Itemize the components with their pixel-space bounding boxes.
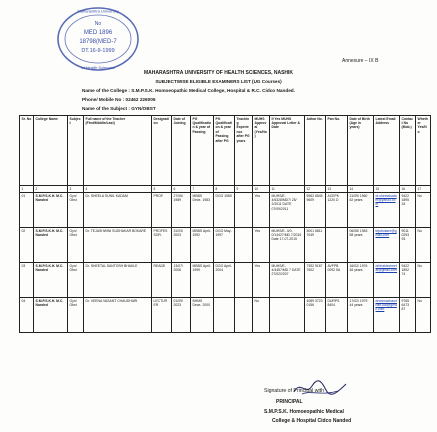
cell-approval: Yes: [253, 193, 270, 228]
column-header: PG Qualification & year of Passing: [191, 116, 214, 186]
cell-letter: [270, 298, 305, 333]
cell-subject: Gyn/ Obst: [68, 263, 84, 298]
column-header: College Name: [34, 116, 68, 186]
cell-designation: LECTUR ER: [152, 298, 172, 333]
cell-pg: MBBS April- 1992: [191, 228, 214, 263]
column-header: Teaching Experience after PG years: [235, 116, 253, 186]
column-header: Sr. No: [20, 116, 34, 186]
cell-whether: No: [416, 228, 431, 263]
column-header: Latest Email Address: [374, 116, 400, 186]
cell-pan: DURPS 8404: [326, 298, 348, 333]
column-number: 9: [235, 186, 253, 193]
cell-exp: [235, 193, 253, 228]
table-row: [20, 298, 431, 333]
cell-dob: 16/02/ 1976 46 years: [348, 263, 374, 298]
cell-designation: READE.: [152, 263, 172, 298]
phone-line: Phone/ Mobile No : 02462 226005: [82, 97, 156, 102]
cell-exp: [235, 298, 253, 333]
column-number-row: [20, 186, 431, 193]
column-number: 11: [270, 186, 305, 193]
cell-approval: Yes: [253, 263, 270, 298]
cell-contact: 9011 0293 93: [400, 228, 416, 263]
list-subtitle: SUBJECTWISE ELIGIBLE EXAMINERS LIST (UG Courses): [155, 79, 282, 84]
cell-pg: MBBS Dece- 1983: [191, 193, 214, 228]
cell-pg2: [214, 298, 235, 333]
subject-line: Name of the Subject : GYN/OBST: [82, 106, 156, 111]
column-number: 5: [152, 186, 172, 193]
cell-dob: 06/08/ 1963 58 years: [348, 228, 374, 263]
column-header: Date of Joining: [172, 116, 191, 186]
email-link[interactable]: dr.sheelakadam@yahoo.com: [375, 193, 397, 207]
university-title: MAHARASHTRA UNIVERSITY OF HEALTH SCIENCES, NASHIK: [143, 70, 294, 76]
column-header: Date of Birth (Age in years): [348, 116, 374, 186]
column-header: Full name of the Teacher (First/Middle/Last): [84, 116, 152, 186]
table-row: [20, 263, 431, 298]
column-header: Designation: [152, 116, 172, 186]
cell-pg2: DGO May- 1997: [214, 228, 235, 263]
principal-stamp-line3: College & Hospital Cidco Nanded: [272, 418, 352, 424]
stamp-line2: MED 1896: [83, 30, 113, 36]
college-name-line: Name of the College : S.M.P.S.K. Homoeopathic Medical College, Hospital & R.C. Cidco Nanded.: [82, 88, 295, 93]
column-header: Pan No.: [326, 116, 348, 186]
cell-whether: No: [416, 298, 431, 333]
cell-college: S.M.P.S.K.H. M.C. Nanded: [34, 193, 68, 228]
cell-subject: Gyn/ Obst: [68, 193, 84, 228]
cell-letter: MUHS/E- 4/4457/MD 7 DATE 27/02/2007: [270, 263, 305, 298]
cell-whether: No: [416, 193, 431, 228]
cell-pg: BHMS Dece- 2000: [191, 298, 214, 333]
cell-doj: 31/03/ 2003: [172, 228, 191, 263]
cell-subject: Gyn/ Obst: [68, 298, 84, 333]
stamp-line1: No: [94, 21, 102, 27]
cell-subject: Gyn/ Obst: [68, 228, 84, 263]
cell-exp: [235, 228, 253, 263]
column-number: 8: [214, 186, 235, 193]
college-seal-stamp: [56, 6, 140, 72]
cell-doj: 13/07/ 2006: [172, 263, 191, 298]
email-link[interactable]: drbhaklesheetal@gmail.com: [375, 263, 398, 272]
column-header: PG Qualification & year of Passing after PG: [214, 116, 235, 186]
cell-teacher: Dr. TEJASHWINI SUDHAKAR BOKARE: [84, 228, 152, 263]
cell-college: S.M.P.S.K.H. M.C. Nanded: [34, 228, 68, 263]
cell-pg: MBBS April- 1999: [191, 263, 214, 298]
email-link[interactable]: drveenachaudhari158@gmail.com: [375, 298, 397, 312]
column-header: Whether Yes/No: [416, 116, 431, 186]
table-header-row: [20, 116, 431, 186]
cell-doj: 01/09/ 2023: [172, 298, 191, 333]
cell-approval: No: [253, 298, 270, 333]
cell-designation: PROF.: [152, 193, 172, 228]
column-header: If Yes MUHS Approval Letter & Date: [270, 116, 305, 186]
cell-email: [374, 298, 400, 333]
cell-adhar: 4089 3723 0156: [305, 298, 326, 333]
column-number: 4: [84, 186, 152, 193]
stamp-line3: 18798(MED-7: [79, 39, 117, 45]
cell-pg2: DGO April- 2004: [214, 263, 235, 298]
cell-adhar: 5001 6811 7049: [305, 228, 326, 263]
column-number: 15: [374, 186, 400, 193]
column-number: 6: [172, 186, 191, 193]
cell-college: S.M.P.S.K.H. M.C. Nanded: [34, 263, 68, 298]
svg-text:of Health Sciences: of Health Sciences: [81, 65, 115, 70]
stamp-line4: DT.16-9-1999: [81, 48, 115, 54]
column-header: Adhar No.: [305, 116, 326, 186]
cell-whether: No: [416, 263, 431, 298]
cell-pan: ACEPK 1220 D: [326, 193, 348, 228]
cell-pan: [326, 228, 348, 263]
cell-exp: [235, 263, 253, 298]
cell-college: S.M.P.S.K.H. M.C. Nanded: [34, 298, 68, 333]
column-number: 3: [68, 186, 84, 193]
annexure-label: Annexure – IX B: [342, 58, 379, 64]
cell-adhar: 7392 9187 7602: [305, 263, 326, 298]
examiners-table: [19, 115, 431, 333]
cell-doj: 27/06/ 1989: [172, 193, 191, 228]
cell-designation: PROFES SOR.: [152, 228, 172, 263]
cell-adhar: 5962 6545 9609: [305, 193, 326, 228]
cell-dob: 21/09/ 1960 62 years: [348, 193, 374, 228]
column-header: Contact No (Mob.): [400, 116, 416, 186]
table-row: [20, 228, 431, 263]
email-link[interactable]: tejubokare@gmail.com: [375, 228, 397, 237]
cell-email: [374, 228, 400, 263]
cell-email: [374, 263, 400, 298]
cell-teacher: Dr. VEENA VASANT CHAUDHARI: [84, 298, 152, 333]
cell-pan: AVFPB 0092 5A: [326, 263, 348, 298]
column-header: Subject: [68, 116, 84, 186]
cell-contact: 9422 1892 74: [400, 263, 416, 298]
cell-pg2: DGO 1985: [214, 193, 235, 228]
cell-contact: 9422 1895 34: [400, 193, 416, 228]
principal-stamp-line2: S.M.P.S.K. Homoeopathic Medical: [264, 409, 344, 415]
cell-sr: 02: [20, 228, 34, 263]
cell-sr: 03: [20, 263, 34, 298]
cell-teacher: Dr. SHEETAL SANTOSH BHAKLE: [84, 263, 152, 298]
svg-text:Maharashtra University: Maharashtra University: [77, 8, 119, 14]
cell-contact: 9765 6473 87: [400, 298, 416, 333]
cell-dob: 17/02/ 1979 44 years: [348, 298, 374, 333]
table-row: [20, 193, 431, 228]
column-number: 16: [400, 186, 416, 193]
cell-sr: 04: [20, 298, 34, 333]
cell-letter: MUHS/E- 4/0-0/14427/MD 7/2015 Date 17-07-2015: [270, 228, 305, 263]
cell-letter: MUHS/E- 4/6328/MD7/ 25/ 2/2011 DATE 07/09/2011: [270, 193, 305, 228]
column-number: 1: [20, 186, 34, 193]
cell-email: [374, 193, 400, 228]
column-number: 12: [305, 186, 326, 193]
cell-approval: Yes: [253, 228, 270, 263]
column-number: 10: [253, 186, 270, 193]
signature-label: Signature of Principal with: [264, 388, 324, 394]
column-number: 2: [34, 186, 68, 193]
column-header: MUHS Approval (Yes/No): [253, 116, 270, 186]
cell-sr: 01: [20, 193, 34, 228]
column-number: 17: [416, 186, 431, 193]
column-number: 13: [326, 186, 348, 193]
cell-teacher: Dr. SHEELA SUNIL KADAM: [84, 193, 152, 228]
principal-stamp-line1: PRINCIPAL: [276, 399, 303, 405]
column-number: 14: [348, 186, 374, 193]
column-number: 7: [191, 186, 214, 193]
